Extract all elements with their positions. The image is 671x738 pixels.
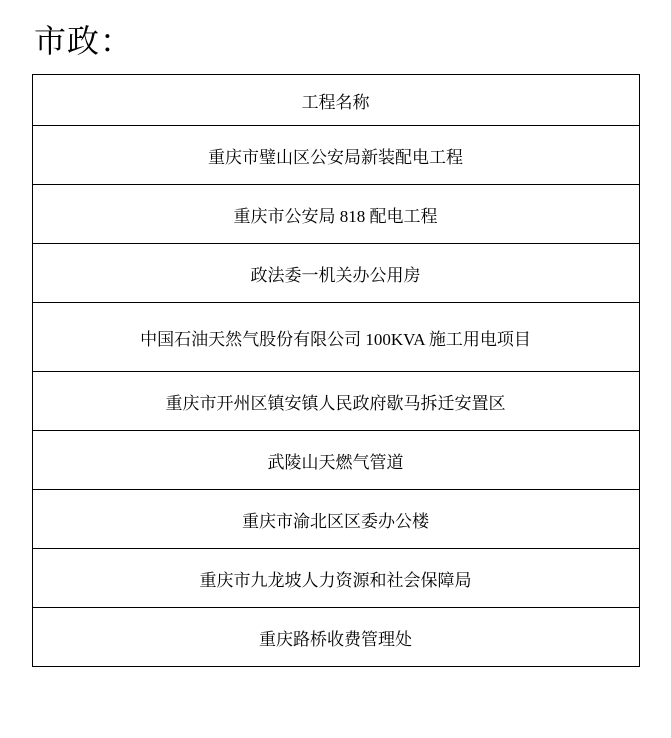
cell-project-name: 中国石油天然气股份有限公司 100KVA 施工用电项目 [32, 303, 639, 372]
document-page [0, 22, 671, 738]
table-row [32, 431, 639, 490]
table-row [32, 185, 639, 244]
cell-project-name: 重庆市璧山区公安局新装配电工程 [32, 126, 639, 185]
table-header-row [32, 75, 639, 126]
table-row [32, 549, 639, 608]
table-header [32, 75, 639, 126]
project-table-container [32, 74, 640, 667]
column-header-project-name: 工程名称 [32, 75, 639, 126]
page-title: 市政： [34, 23, 134, 59]
project-table [32, 74, 640, 667]
table-row [32, 126, 639, 185]
cell-project-name: 重庆路桥收费管理处 [32, 608, 639, 667]
cell-project-name: 重庆市渝北区区委办公楼 [32, 490, 639, 549]
cell-project-name: 重庆市公安局 818 配电工程 [32, 185, 639, 244]
table-row [32, 490, 639, 549]
table-row [32, 303, 639, 372]
table-row [32, 372, 639, 431]
table-body [32, 126, 639, 667]
cell-project-name: 政法委一机关办公用房 [32, 244, 639, 303]
cell-project-name: 重庆市开州区镇安镇人民政府歇马拆迁安置区 [32, 372, 639, 431]
table-row [32, 244, 639, 303]
cell-project-name: 武陵山天燃气管道 [32, 431, 639, 490]
cell-project-name: 重庆市九龙坡人力资源和社会保障局 [32, 549, 639, 608]
table-row [32, 608, 639, 667]
